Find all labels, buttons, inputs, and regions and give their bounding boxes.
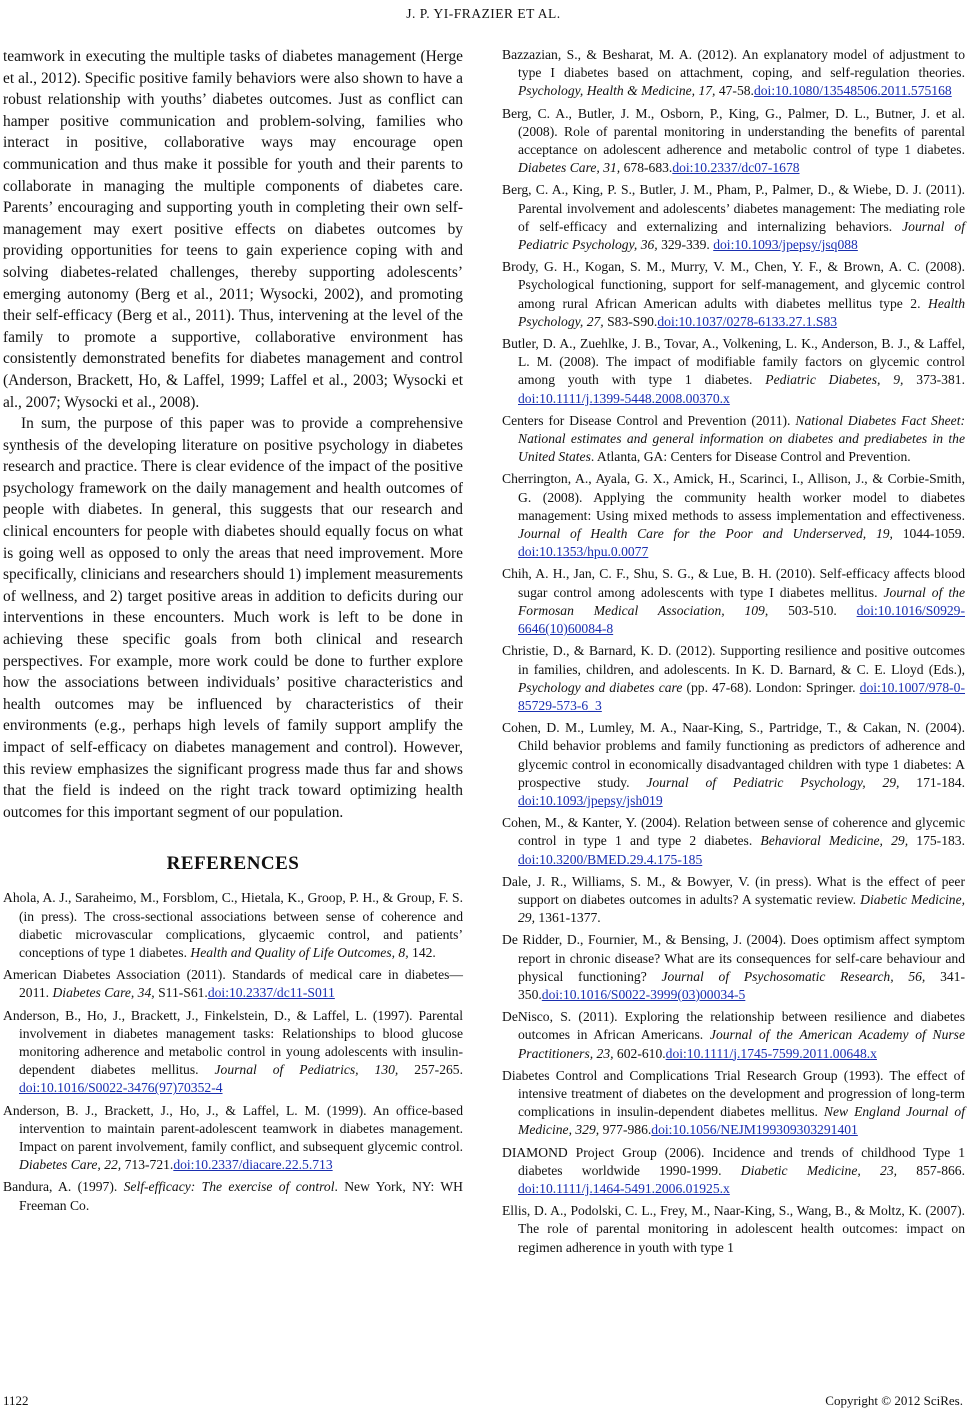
- reference-source: Journal of Pediatrics, 130,: [214, 1062, 399, 1078]
- reference-text: Bazzazian, S., & Besharat, M. A. (2012). An explanatory model of adjustment to type I diabetes based on attachment, coping, and self-regulation theories.: [502, 47, 965, 81]
- reference-source: Journal of the Formosan Medical Association, 109: [518, 584, 965, 618]
- left-column: [3, 46, 463, 1219]
- running-head: J. P. YI-FRAZIER ET AL.: [406, 6, 561, 21]
- doi-link[interactable]: doi:10.1016/S0022-3476(97)70352-4: [19, 1080, 223, 1096]
- reference-entry: [502, 719, 965, 810]
- reference-entry: [502, 1202, 965, 1257]
- reference-source: Behavioral Medicine, 29,: [760, 833, 909, 849]
- reference-text: Anderson, B. J., Brackett, J., Ho, J., & Laffel, L. M. (1999). An office-based intervention to maintain parent-adolescent teamwork in diabetes management. Impact on parent involvement, family conflict, and subsequent glycemic control.: [3, 1102, 463, 1155]
- reference-entry: [502, 873, 965, 928]
- doi-link[interactable]: doi:10.1111/j.1464-5491.2006.01925.x: [518, 1180, 730, 1196]
- copyright-notice: Copyright © 2012 SciRes.: [825, 1393, 963, 1408]
- doi-link[interactable]: doi:10.1007/978-0-85729-573-6_3: [518, 679, 965, 713]
- reference-source: New England Journal of Medicine, 329,: [518, 1104, 965, 1138]
- reference-details: , 503-510.: [764, 602, 857, 618]
- body-paragraph: In sum, the purpose of this paper was to provide a comprehensive synthesis of the developing literature on positive psychology in diabetes research and practice. There is clear evidence of the impact of the positive psychology framework on the daily management and health outcomes of people with diabetes. In general, this suggests that our research and clinical encounters for people with diabetes should equally focus on what is going well as opposed to only the areas that need improvement. More specifically, clinicians and researchers should 1) implement measurements of wellness, and 2) target positive areas in addition to deficits during our interventions in these encounters. Much work is left to be done in achieving these specific goals from both clinical and research perspectives. For example, more work could be done to further explore how the associations between individuals’ positive characteristics and health outcomes may be influenced by characteristics of their environments (e.g., perhaps high levels of family support amplify the impact of self-efficacy on diabetes management and control). However, this review emphasizes the significant progress made thus far and shows that the field is indeed on the right track toward optimizing health outcomes for this important segment of our population.: [3, 415, 463, 821]
- reference-entry: [502, 105, 965, 178]
- reference-text: Berg, C. A., Butler, J. M., Osborn, P., King, G., Palmer, D. L., Butner, J. et al. (2008). Role of parental monitoring in understanding the benefits of parental acceptance on adolescent adherence and metabolic control of type 1 diabetes.: [502, 105, 965, 158]
- reference-text: Centers for Disease Control and Prevention (2011).: [502, 412, 796, 428]
- reference-source: Diabetes Care, 34,: [52, 985, 155, 1001]
- reference-text: American Diabetes Association (2011). Standards of medical care in diabetes—2011.: [3, 967, 463, 1001]
- reference-details: 678-683.: [620, 160, 673, 176]
- doi-link[interactable]: doi:10.1016/S0929-6646(10)60084-8: [518, 602, 965, 637]
- reference-source: Diabetes Care, 22,: [19, 1157, 122, 1173]
- references-heading: REFERENCES: [166, 853, 300, 875]
- reference-text: Brody, G. H., Kogan, S. M., Murry, V. M., Chen, Y. F., & Brown, A. C. (2008). Psychological functioning, support for self-management, and glycemic control among rural African American adults with diabetes mellitus type 2.: [502, 259, 965, 311]
- reference-text: DeNisco, S. (2011). Exploring the relationship between resilience and diabetes outcomes in African Americans.: [502, 1009, 965, 1043]
- reference-details: 175-183.: [908, 833, 966, 849]
- reference-text: De Ridder, D., Fournier, M., & Bensing, J. (2004). Does optimism affect symptom report in chronic disease? What are its consequences for self-care behaviour and physical functioning?: [502, 932, 965, 984]
- reference-text: Anderson, B., Ho, J., Brackett, J., Finkelstein, D., & Laffel, L. (1997). Parental involvement in diabetes management tasks: Relationships to blood glucose monitoring adherence and metabolic control in young adolescents with insulin-dependent diabetes mellitus.: [3, 1007, 463, 1078]
- right-column: [502, 46, 965, 1261]
- reference-text: DIAMOND Project Group (2006). Incidence and trends of childhood Type 1 diabetes worldwide 1990-1999.: [502, 1144, 965, 1178]
- reference-source: National Diabetes Fact Sheet: National estimates and general information on diabetes and prediabetes in the United States: [518, 412, 965, 465]
- reference-text: Bandura, A. (1997).: [3, 1179, 124, 1195]
- reference-text: Cohen, M., & Kanter, Y. (2004). Relation between sense of coherence and glycemic control in type 1 and type 2 diabetes.: [502, 815, 965, 849]
- reference-source: Journal of Pediatric Psychology, 29,: [646, 774, 900, 790]
- reference-text: Berg, C. A., King, P. S., Butler, J. M., Pham, P., Palmer, D., & Wiebe, D. J. (2011). Parental involvement and adolescents’ diabetes management: The mediating role of self-efficacy and externalizing and internalizing behaviors.: [502, 182, 965, 234]
- reference-details: 171-184.: [899, 774, 966, 790]
- reference-text: Dale, J. R., Williams, S. M., & Bowyer, V. (in press). What is the effect of peer support on diabetes outcomes in adults? A systematic review.: [502, 873, 965, 907]
- doi-link[interactable]: doi:10.1353/hpu.0.0077: [518, 544, 649, 560]
- reference-text: Chih, A. H., Jan, C. F., Shu, S. G., & Lue, B. H. (2010). Self-efficacy affects blood sugar control among adolescents with type I diabetes mellitus.: [502, 566, 965, 600]
- reference-entry: [502, 565, 965, 638]
- reference-details: (pp. 47-68). London: Springer.: [682, 679, 860, 695]
- reference-details: 329-339.: [657, 237, 714, 253]
- reference-details: 341-350.: [518, 968, 966, 1002]
- reference-entry: [502, 46, 965, 101]
- doi-link[interactable]: doi:10.1093/jpepsy/jsq088: [713, 237, 858, 253]
- reference-source: Psychology, Health & Medicine, 17,: [518, 83, 716, 99]
- reference-details: 142.: [408, 944, 436, 960]
- reference-text: Cohen, D. M., Lumley, M. A., Naar-King, S., Partridge, T., & Cakan, N. (2004). Child behavior problems and family functioning as predictors of adherence and glycemic control in economically disadvantaged children with type 1 diabetes: A prospective study.: [502, 720, 965, 790]
- reference-details: 373-381.: [903, 372, 965, 388]
- reference-entry: [502, 931, 965, 1004]
- doi-link[interactable]: doi:10.1080/13548506.2011.575168: [753, 83, 952, 99]
- body-paragraph: teamwork in executing the multiple tasks of diabetes management (Herge et al., 2012). Specific positive family behaviors were also shown to have a robust relationship with youths’ diabetes outcomes. Just as conflict can hamper positive communication and problem-solving, families who interact in positive, collaborative ways may encourage open communication and thus make it possible for youth and their parents to collaborate in managing the multiple components of diabetes care. Parents’ encouraging and supporting youth in completing their own self-management may exert positive effects on diabetes outcomes by providing opportunities for teens to gain experience coping with and solving diabetes-related challenges, thereby supporting adolescents’ emerging autonomy (Berg et al., 2011; Wysocki, 2002), and promoting their self-efficacy (Berg et al., 2011). Thus, intervening at the level of the family to promote a supportive, collaborative environment has consistently demonstrated benefits for diabetes management and control (Anderson, Brackett, Ho, & Laffel, 1999; Laffel et al., 2003; Wysocki et al., 2007; Wysocki et al., 2008).: [3, 48, 463, 411]
- reference-text: Ahola, A. J., Saraheimo, M., Forsblom, C., Hietala, K., Groop, P. H., & Group, F. S. (in press). The cross-sectional associations between sense of coherence and diabetic microvascular complications, glycaemic control, and patients’ conceptions of type 1 diabetes.: [3, 890, 463, 960]
- reference-entry: [502, 258, 965, 331]
- reference-text: Christie, D., & Barnard, K. D. (2012). Supporting resilience and positive outcomes in families, children, and adolescents. In K. D. Barnard, & C. E. Lloyd (Eds.),: [502, 643, 965, 677]
- doi-link[interactable]: doi:10.1037/0278-6133.27.1.S83: [657, 313, 838, 329]
- reference-details: 602-610.: [613, 1045, 666, 1061]
- doi-link[interactable]: doi:10.1111/j.1745-7599.2011.00648.x: [665, 1045, 877, 1061]
- doi-link[interactable]: doi:10.1016/S0022-3999(03)00034-5: [541, 986, 746, 1002]
- reference-entry: [3, 1102, 463, 1175]
- reference-list-right: [502, 46, 965, 1257]
- reference-source: Diabetic Medicine, 23,: [740, 1162, 898, 1178]
- reference-source: Journal of Psychosomatic Research, 56,: [661, 968, 926, 984]
- reference-entry: [502, 412, 965, 467]
- reference-list-left: [3, 889, 463, 1214]
- reference-details: . New York, NY: WH Freeman Co.: [19, 1179, 463, 1213]
- reference-entry: [502, 642, 965, 715]
- reference-entry: [3, 889, 463, 962]
- reference-entry: [502, 181, 965, 254]
- reference-entry: [502, 470, 965, 561]
- reference-details: 977-986.: [599, 1122, 652, 1138]
- doi-link[interactable]: doi:10.3200/BMED.29.4.175-185: [518, 851, 703, 867]
- reference-details: . Atlanta, GA: Centers for Disease Control and Prevention.: [590, 449, 911, 465]
- reference-entry: [3, 1007, 463, 1098]
- page-number: 1122: [3, 1393, 29, 1408]
- reference-entry: [502, 1067, 965, 1140]
- reference-details: 257-265.: [398, 1062, 464, 1078]
- reference-text: Diabetes Control and Complications Trial Research Group (1993). The effect of intensive treatment of diabetes on the development and progression of long-term complications in insulin-dependent diabetes mellitus.: [502, 1067, 965, 1120]
- reference-details: S11-S61.: [154, 985, 208, 1001]
- doi-link[interactable]: doi:10.2337/dc11-S011: [207, 985, 335, 1001]
- reference-source: Self-efficacy: The exercise of control: [123, 1179, 335, 1195]
- reference-entry: [502, 814, 965, 869]
- doi-link[interactable]: doi:10.2337/diacare.22.5.713: [173, 1157, 333, 1173]
- doi-link[interactable]: doi:10.1111/j.1399-5448.2008.00370.x: [518, 390, 730, 406]
- reference-entry: [502, 1144, 965, 1199]
- reference-entry: [502, 1008, 965, 1063]
- doi-link[interactable]: doi:10.1056/NEJM199309303291401: [651, 1122, 858, 1138]
- reference-text: Ellis, D. A., Podolski, C. L., Frey, M., Naar-King, S., Wang, B., & Moltz, K. (2007). The role of parental monitoring in adolescent health outcomes: impact on regimen adherence in youth with type 1: [502, 1203, 965, 1255]
- reference-details: 857-866.: [897, 1162, 965, 1178]
- reference-details: S83-S90.: [603, 313, 658, 329]
- reference-entry: [502, 335, 965, 408]
- doi-link[interactable]: doi:10.2337/dc07-1678: [672, 160, 800, 176]
- reference-source: Pediatric Diabetes, 9,: [765, 372, 904, 388]
- reference-source: Health and Quality of Life Outcomes, 8,: [190, 944, 409, 960]
- reference-details: 1361-1377.: [535, 910, 601, 926]
- reference-details: 47-58.: [715, 83, 754, 99]
- reference-text: Butler, D. A., Zuehlke, J. B., Tovar, A., Volkening, L. K., Anderson, B. J., & Laffel, L. M. (2008). The impact of modifiable family factors on glycemic control among youth with type 1 diabetes.: [502, 336, 965, 388]
- reference-details: 1044-1059.: [892, 526, 966, 542]
- reference-entry: [3, 966, 463, 1002]
- reference-source: Journal of Pediatric Psychology, 36,: [518, 218, 965, 253]
- reference-source: Diabetic Medicine, 29,: [518, 891, 965, 926]
- reference-source: Journal of Health Care for the Poor and Underserved, 19,: [518, 526, 893, 542]
- reference-source: Journal of the American Academy of Nurse Practitioners, 23,: [518, 1027, 965, 1061]
- reference-entry: [3, 1178, 463, 1214]
- reference-text: Cherrington, A., Ayala, G. X., Amick, H., Scarinci, I., Allison, J., & Corbie-Smith, G. (2008). Applying the community health worker model to diabetes management: Using mixed methods to assess implementation and effectiveness.: [502, 471, 965, 523]
- reference-details: 713-721.: [121, 1157, 174, 1173]
- reference-source: Diabetes Care, 31,: [518, 160, 621, 176]
- reference-source: Psychology and diabetes care: [518, 679, 683, 695]
- doi-link[interactable]: doi:10.1093/jpepsy/jsh019: [518, 792, 663, 808]
- reference-source: Health Psychology, 27,: [518, 295, 965, 329]
